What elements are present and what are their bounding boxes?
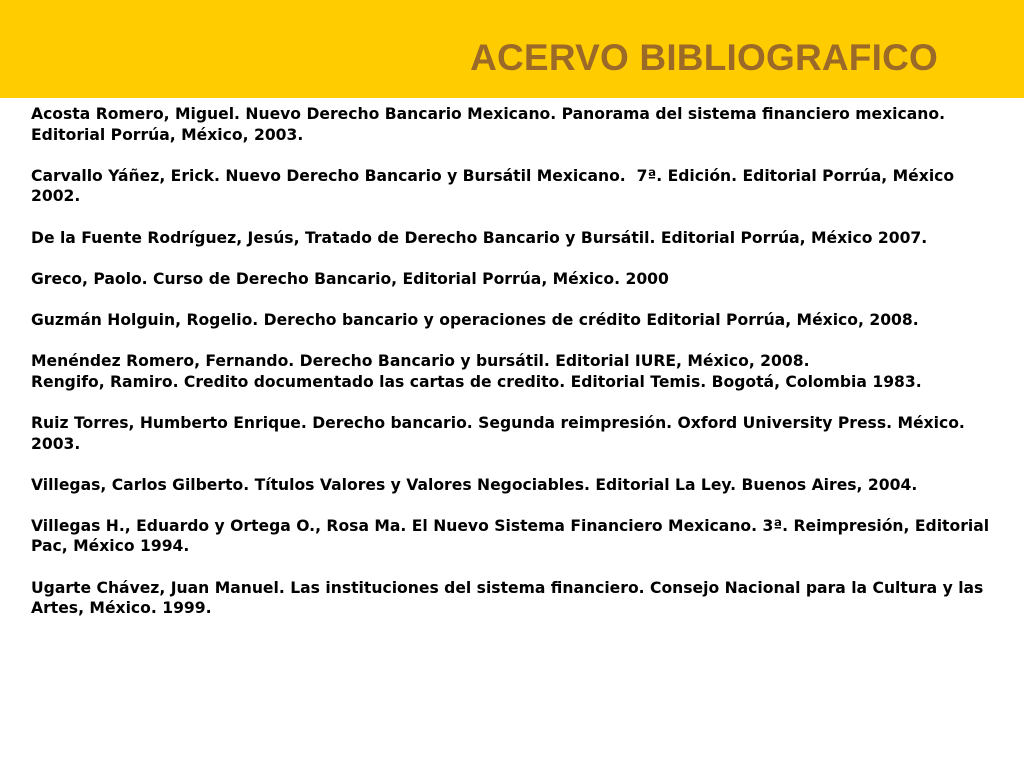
header-bar: [0, 0, 1024, 98]
reference-item: Ugarte Chávez, Juan Manuel. Las instituciones del sistema financiero. Consejo Nacional para la Cultura y las Artes, México. 1999.: [31, 578, 989, 618]
reference-item: Carvallo Yáñez, Erick. Nuevo Derecho Bancario y Bursátil Mexicano. 7ª. Edición. Editorial Porrúa, México 2002.: [31, 166, 960, 206]
reference-item: Ruiz Torres, Humberto Enrique. Derecho bancario. Segunda reimpresión. Oxford University Press. México. 2003.: [31, 413, 971, 453]
reference-item: Guzmán Holguin, Rogelio. Derecho bancario y operaciones de crédito Editorial Porrúa, México, 2008.: [31, 310, 919, 329]
reference-item: Villegas, Carlos Gilberto. Títulos Valores y Valores Negociables. Editorial La Ley. Buenos Aires, 2004.: [31, 475, 918, 494]
reference-item: De la Fuente Rodríguez, Jesús, Tratado de Derecho Bancario y Bursátil. Editorial Porrúa, México 2007.: [31, 228, 928, 247]
reference-item: Greco, Paolo. Curso de Derecho Bancario, Editorial Porrúa, México. 2000: [31, 269, 669, 288]
reference-item: Villegas H., Eduardo y Ortega O., Rosa Ma. El Nuevo Sistema Financiero Mexicano. 3ª. Reimpresión, Editorial Pac, México 1994.: [31, 516, 995, 556]
reference-item: Menéndez Romero, Fernando. Derecho Bancario y bursátil. Editorial IURE, México, 2008.: [31, 352, 810, 371]
reference-list: [31, 104, 995, 619]
reference-item: Rengifo, Ramiro. Credito documentado las cartas de credito. Editorial Temis. Bogotá, Colombia 1983.: [31, 372, 922, 391]
slide-title: ACERVO BIBLIOGRAFICO: [470, 37, 938, 78]
reference-item: Acosta Romero, Miguel. Nuevo Derecho Bancario Mexicano. Panorama del sistema financiero mexicano. Editorial Porrúa, México, 2003.: [31, 105, 951, 144]
